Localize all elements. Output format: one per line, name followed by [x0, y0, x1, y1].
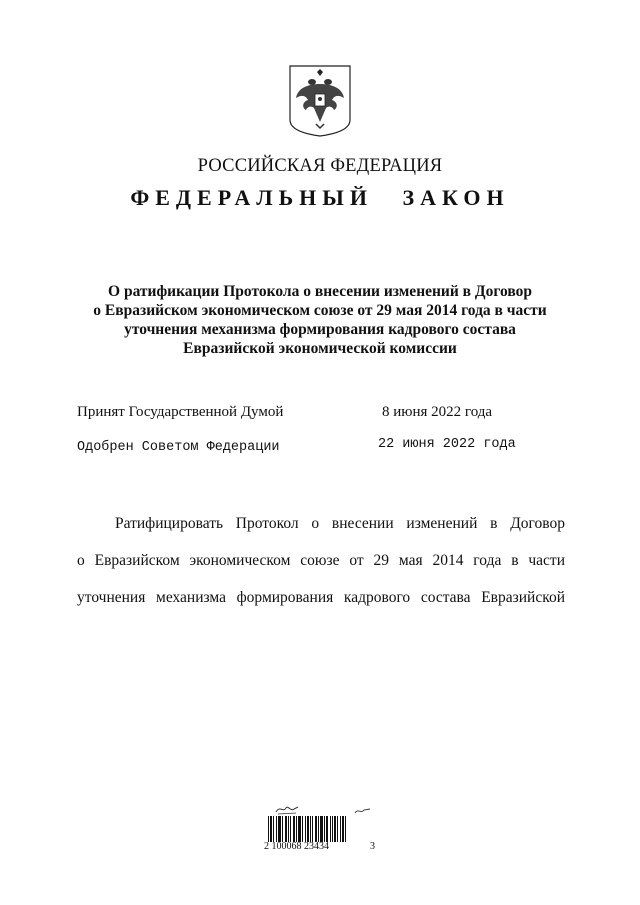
- handwritten-mark-icon: [354, 807, 372, 815]
- country-name: РОССИЙСКАЯ ФЕДЕРАЦИЯ: [197, 156, 443, 176]
- law-subject-title: [60, 282, 580, 358]
- body-text-line: Ратифицировать Протокол о внесении изменений в Договор: [115, 515, 565, 532]
- barcode-bars: [268, 816, 354, 842]
- document-type-title: ФЕДЕРАЛЬНЫЙ ЗАКОН: [130, 185, 510, 210]
- body-text-line: уточнения механизма формирования кадрового состава Евразийской: [77, 589, 565, 606]
- barcode: [264, 803, 374, 853]
- approved-by-council-date: 22 июня 2022 года: [378, 437, 516, 452]
- subject-line: О ратификации Протокола о внесении изменений в Договор: [108, 283, 532, 300]
- handwritten-mark-icon: [274, 803, 300, 815]
- subject-line: Евразийской экономической комиссии: [183, 340, 457, 357]
- approved-by-council-label: Одобрен Советом Федерации: [77, 440, 280, 455]
- adopted-by-duma-label: Принят Государственной Думой: [77, 404, 284, 420]
- coat-of-arms-icon: [288, 64, 352, 138]
- body-text-line: о Евразийском экономическом союзе от 29 мая 2014 года в части: [77, 552, 565, 569]
- subject-line: уточнения механизма формирования кадрового состава: [124, 321, 516, 338]
- barcode-check-digit: 3: [370, 841, 375, 852]
- adopted-by-duma-date: 8 июня 2022 года: [382, 404, 493, 420]
- barcode-number: 2 100068 23434: [264, 841, 329, 852]
- subject-line: о Евразийском экономическом союзе от 29 мая 2014 года в части: [93, 302, 547, 319]
